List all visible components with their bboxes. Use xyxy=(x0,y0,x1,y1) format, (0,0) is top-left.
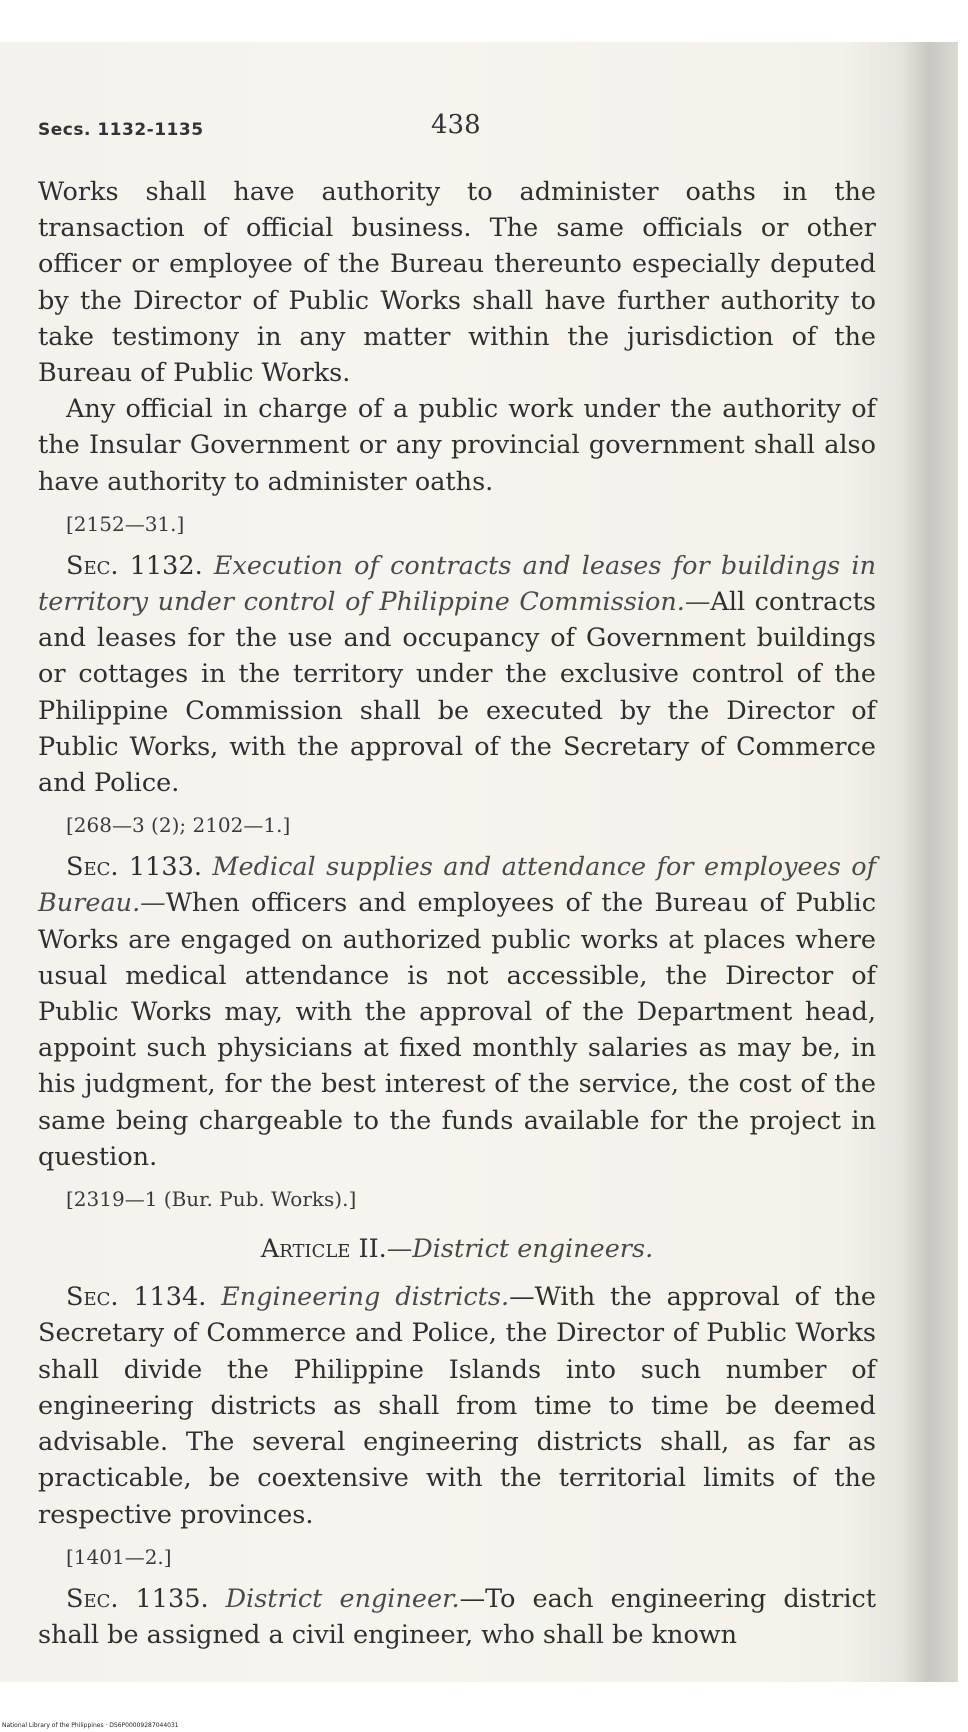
section-caption: Medical supplies and attendance for employees of Bureau.— xyxy=(38,852,877,919)
section-1132 xyxy=(38,548,876,801)
page-header xyxy=(38,110,878,158)
paragraph-continuation: Works shall have authority to administer oaths in the transaction of official business. The same officials or other officer or employee of the Bureau thereunto especially deputed by the Director of Public Works shall have further authority to take testimony in any matter within the jurisdiction of the Bureau of Public Works. xyxy=(38,177,876,389)
section-text: All contracts and leases for the use and occupancy of Government buildings or cottages in the territory under the exclusive control of the Philippine Commission shall be executed by the Director of Public Works, with the approval of the Secretary of Commerce and Police. xyxy=(38,587,876,799)
citation: [2319—1 (Bur. Pub. Works).] xyxy=(66,1187,357,1212)
section-caption: Engineering districts. xyxy=(221,1282,510,1313)
section-1134 xyxy=(38,1279,876,1532)
section-text: When officers and employees of the Bureau of Public Works are engaged on authorized public works at places where usual medical attendance is not accessible, the Director of Public Works may, with the approval of the Department head, appoint such physicians at fixed monthly salaries as may be, in his judgment, for the best interest of the service, the cost of the same being chargeable to the funds available for the project in question. xyxy=(38,888,876,1172)
citation: [2152—31.] xyxy=(66,511,185,536)
article-caption: —District engineers. xyxy=(386,1234,654,1265)
section-text: —To each engineering district shall be assigned a civil engineer, who shall be known xyxy=(38,1583,877,1650)
section-1135 xyxy=(38,1581,876,1653)
citation: [268—3 (2); 2102—1.] xyxy=(66,813,291,838)
section-caption: Execution of contracts and leases for buildings in territory under control of Philippine Commission.— xyxy=(38,550,877,618)
section-label: Sec. 1132. xyxy=(66,550,203,581)
article-label: Article II. xyxy=(260,1234,387,1265)
paragraph-oaths: Any official in charge of a public work under the authority of the Insular Government or any provincial government shall also have authority to administer oaths. xyxy=(38,394,876,497)
page-body xyxy=(38,174,876,1653)
source-footer-note: National Library of the Philippines · DS6P00009287044031 xyxy=(2,1722,179,1729)
section-label: Sec. 1134. xyxy=(66,1282,207,1313)
section-caption: District engineer. xyxy=(225,1583,460,1614)
article-heading xyxy=(38,1231,876,1267)
section-label: Sec. 1133. xyxy=(66,852,202,883)
section-1133 xyxy=(38,849,876,1175)
section-label: Sec. 1135. xyxy=(66,1583,209,1614)
citation: [1401—2.] xyxy=(66,1544,172,1569)
page-number: 438 xyxy=(431,110,481,140)
section-range-label: Secs. 1132-1135 xyxy=(38,120,204,140)
section-text: —With the approval of the Secretary of Commerce and Police, the Director of Public Works shall divide the Philippine Islands into such number of engineering districts as shall from time to time be deemed advisable. The several engineering districts shall, as far as practicable, be coextensive with the territorial limits of the respective provinces. xyxy=(38,1282,877,1530)
